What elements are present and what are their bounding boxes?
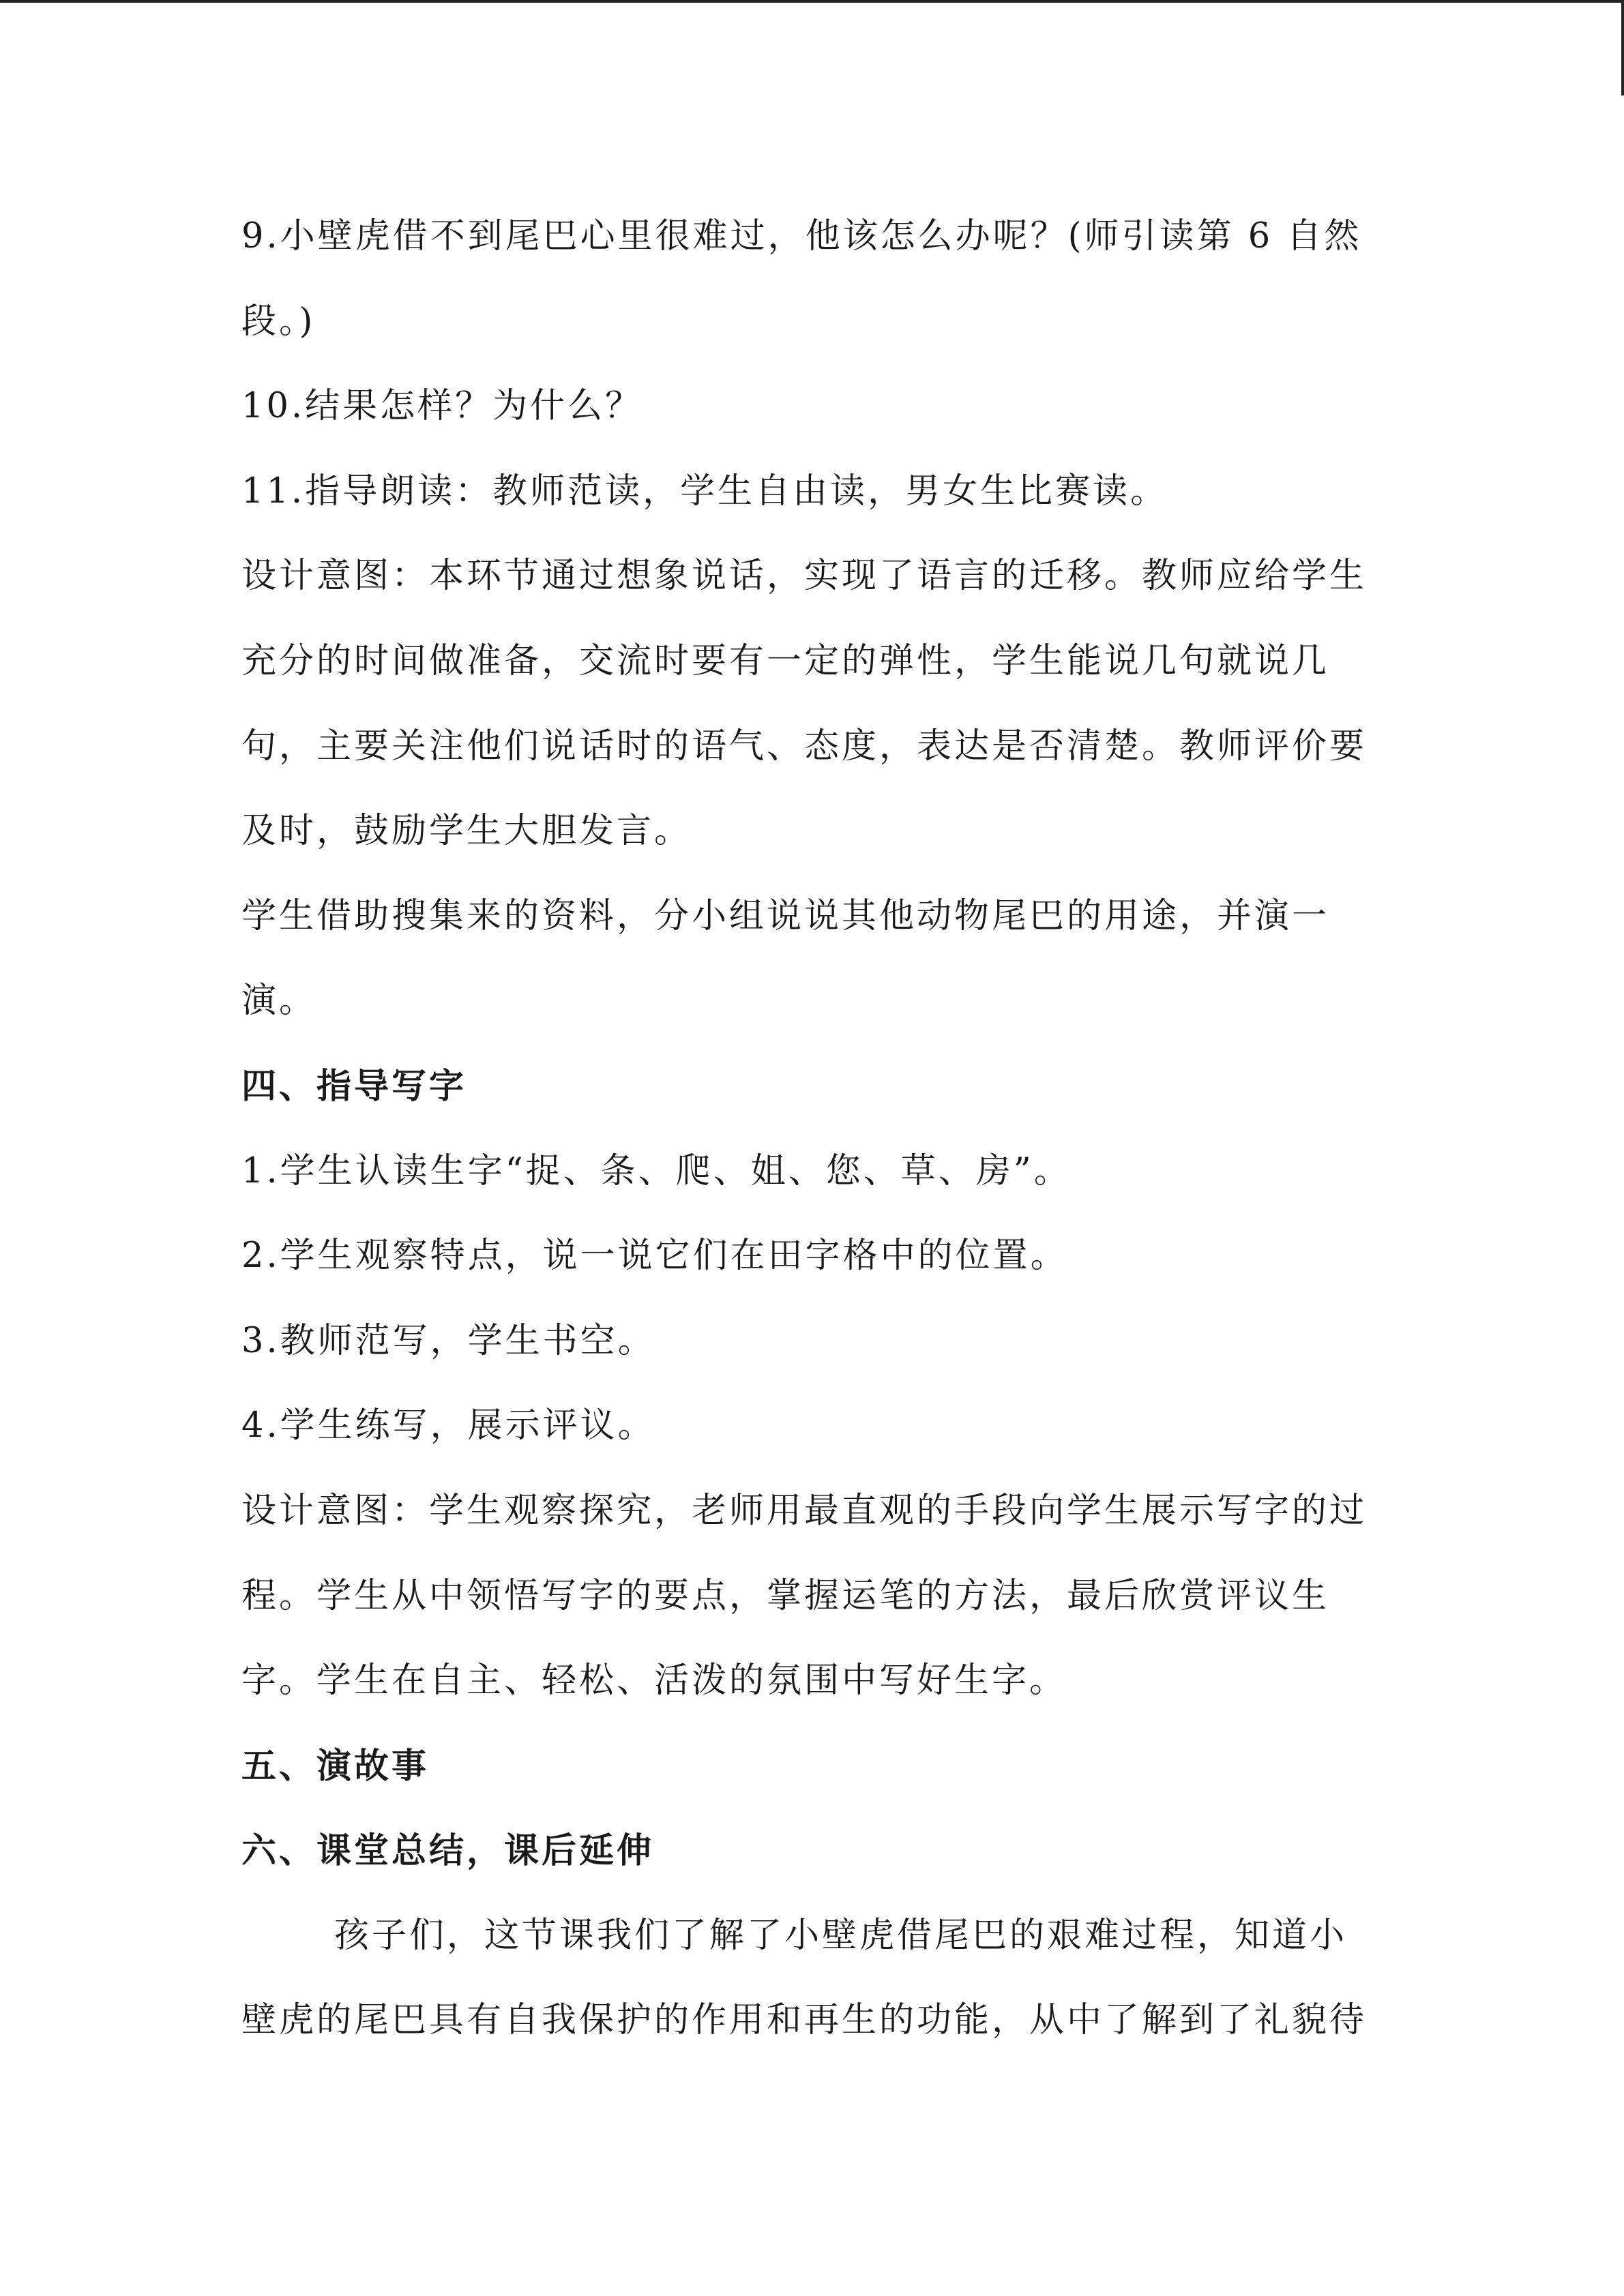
design-intent-line-3: 句，主要关注他们说话时的语气、态度，表达是否清楚。教师评价要 [241, 726, 1368, 766]
activity-line-2: 演。 [241, 981, 317, 1022]
design-intent-line-2: 充分的时间做准备，交流时要有一定的弹性，学生能说几句就说几 [241, 640, 1330, 681]
writing-step-3: 3.教师范写，学生书空。 [241, 1320, 655, 1361]
summary-line-2: 壁虎的尾巴具有自我保护的作用和再生的功能，从中了解到了礼貌待 [241, 2000, 1368, 2041]
writing-design-intent-line-3: 字。学生在自主、轻松、活泼的氛围中写好生字。 [241, 1660, 1067, 1701]
writing-step-4: 4.学生练写，展示评议。 [241, 1405, 655, 1446]
summary-line-1: 孩子们，这节课我们了解了小壁虎借尾巴的艰难过程，知道小 [334, 1915, 1348, 1956]
writing-step-1: 1.学生认读生字“捉、条、爬、姐、您、草、房”。 [241, 1150, 1072, 1191]
section-heading-writing: 四、指导写字 [241, 1065, 467, 1107]
section-heading-summary: 六、课堂总结，课后延伸 [241, 1830, 655, 1872]
design-intent-line-1: 设计意图：本环节通过想象说话，实现了语言的迁移。教师应给学生 [241, 556, 1368, 597]
section-heading-story: 五、演故事 [241, 1745, 430, 1787]
design-intent-line-4: 及时，鼓励学生大胆发言。 [241, 811, 692, 852]
paragraph-line-step-9-cont: 段。) [241, 301, 316, 342]
activity-line-1: 学生借助搜集来的资料，分小组说说其他动物尾巴的用途，并演一 [241, 895, 1330, 936]
paragraph-line-step-11: 11.指导朗读：教师范读，学生自由读，男女生比赛读。 [241, 471, 1168, 511]
document-page [241, 194, 1387, 2063]
writing-step-2: 2.学生观察特点，说一说它们在田字格中的位置。 [241, 1236, 1068, 1277]
writing-design-intent-line-2: 程。学生从中领悟写字的要点，掌握运笔的方法，最后欣赏评议生 [241, 1575, 1330, 1616]
top-border-line [0, 0, 1624, 3]
paragraph-line-step-10: 10.结果怎样？为什么？ [241, 386, 643, 427]
writing-design-intent-line-1: 设计意图：学生观察探究，老师用最直观的手段向学生展示写字的过 [241, 1490, 1368, 1531]
right-border-line [1621, 0, 1624, 95]
paragraph-line-step-9: 9.小壁虎借不到尾巴心里很难过，他该怎么办呢？(师引读第 6 自然 [241, 216, 1362, 256]
